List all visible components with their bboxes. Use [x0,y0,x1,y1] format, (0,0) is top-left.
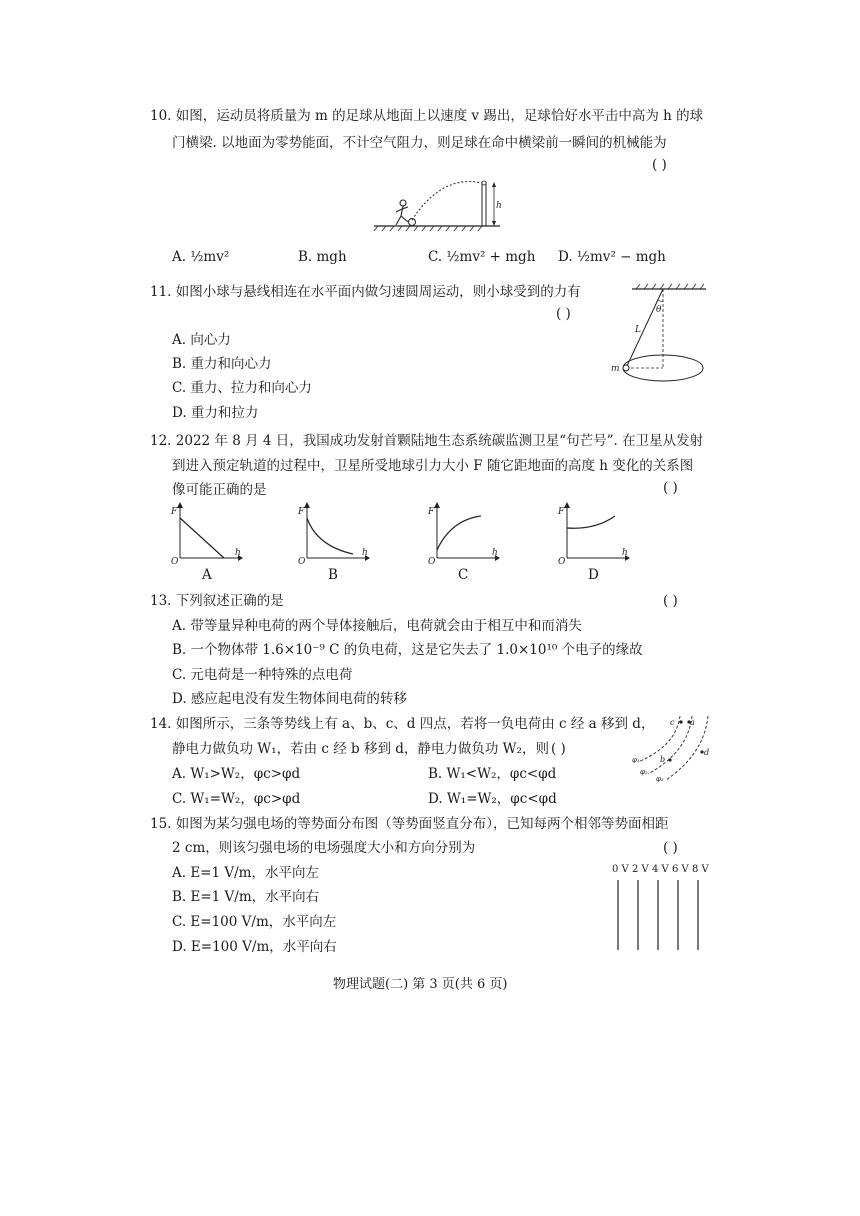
svg-text:O: O [428,557,436,566]
svg-text:O: O [558,557,566,566]
svg-text:O: O [298,557,306,566]
svg-text:F: F [171,507,178,517]
h-label: h [496,201,502,211]
svg-text:b: b [660,755,666,764]
svg-text:φ₃: φ₃ [656,775,664,782]
graph-c-label: C [458,567,469,583]
q13-line1: 13. 下列叙述正确的是 [150,593,284,609]
svg-text:F: F [298,507,305,517]
q13-option-d: D. 感应起电没有发生物体间电荷的转移 [172,691,407,707]
q11-option-c: C. 重力、拉力和向心力 [172,380,312,396]
q15-equipotential-planes [608,860,712,954]
svg-text:O: O [171,557,179,566]
q15-line1: 15. 如图为某匀强电场的等势面分布图（等势面竖直分布），已知每两个相邻等势面相距 [150,816,669,832]
q10-option-d: D. ½mv² − mgh [558,249,666,265]
graph-d-label: D [588,567,599,583]
q11-answer-paren: ( ) [556,306,571,322]
q14-line2: 静电力做负功 W₁，若由 c 经 b 移到 d，静电力做负功 W₂，则 [172,741,549,757]
svg-text:h: h [235,548,241,558]
svg-text:6 V: 6 V [672,864,689,875]
svg-text:h: h [362,548,368,558]
graph-a-label: A [202,567,212,583]
q10-answer-paren: ( ) [652,157,667,173]
svg-text:a: a [690,718,695,727]
page-footer: 物理试题(二) 第 3 页(共 6 页) [333,977,508,992]
q10-line2: 门横梁. 以地面为零势能面，不计空气阻力，则足球在命中横梁前一瞬间的机械能为 [172,135,667,151]
q11-conical-pendulum-figure [606,282,718,398]
svg-text:2 V: 2 V [632,864,649,875]
q14-option-a: A. W₁>W₂，φc>φd [172,766,301,782]
theta-label: θ [656,305,662,315]
L-label: L [635,325,641,335]
graph-c [425,502,501,566]
svg-text:0 V: 0 V [612,864,629,875]
q14-equipotential-figure [630,710,716,782]
q14-option-c: C. W₁=W₂，φc>φd [172,791,301,807]
q15-option-a: A. E=1 V/m，水平向左 [172,865,319,881]
graph-b [295,502,371,566]
q10-figure [372,176,504,232]
q12-line1: 12. 2022 年 8 月 4 日，我国成功发射首颗陆地生态系统碳监测卫星“句芒号”. 在卫星从发射 [150,433,704,449]
q12-answer-paren: ( ) [663,480,678,496]
svg-text:φ₁: φ₁ [632,756,640,764]
q14-answer-paren: ( ) [551,741,566,757]
q11-option-a: A. 向心力 [172,332,231,348]
q15-answer-paren: ( ) [663,840,678,856]
q13-option-b: B. 一个物体带 1.6×10⁻⁹ C 的负电荷，这是它失去了 1.0×10¹⁰ 个电子的缘故 [172,642,643,658]
svg-text:φ₂: φ₂ [640,768,648,776]
m-label: m [611,364,620,374]
q14-option-b: B. W₁<W₂，φc<φd [428,766,557,782]
q15-option-b: B. E=1 V/m，水平向右 [172,889,320,905]
svg-text:h: h [492,548,498,558]
q12-line3: 像可能正确的是 [172,482,267,498]
svg-text:8 V: 8 V [692,864,709,875]
svg-text:F: F [428,507,435,517]
q11-option-d: D. 重力和拉力 [172,405,259,421]
q13-answer-paren: ( ) [663,593,678,609]
graph-a [168,502,244,566]
q14-line1: 14. 如图所示，三条等势线上有 a、b、c、d 四点，若将一负电荷由 c 经 a 移到 d， [150,716,655,732]
q15-option-c: C. E=100 V/m，水平向左 [172,914,337,930]
q10-option-c: C. ½mv² + mgh [428,249,536,265]
svg-text:c: c [670,718,675,727]
svg-text:h: h [622,548,628,558]
graph-d [555,502,631,566]
svg-text:d: d [704,748,710,757]
q11-option-b: B. 重力和向心力 [172,356,272,372]
q13-option-c: C. 元电荷是一种特殊的点电荷 [172,667,353,683]
q10-option-b: B. mgh [298,249,347,265]
q13-option-a: A. 带等量异种电荷的两个导体接触后，电荷就会由于相互中和而消失 [172,618,582,634]
player-figure [396,200,408,225]
q15-option-d: D. E=100 V/m，水平向右 [172,939,337,955]
q10-line1: 10. 如图，运动员将质量为 m 的足球从地面上以速度 v 踢出，足球恰好水平击中高为 h 的球 [150,108,704,124]
q14-option-d: D. W₁=W₂，φc<φd [428,791,557,807]
svg-text:F: F [558,507,565,517]
q12-line2: 到进入预定轨道的过程中，卫星所受地球引力大小 F 随它距地面的高度 h 变化的关系图 [172,458,694,474]
q15-line2: 2 cm，则该匀强电场的电场强度大小和方向分别为 [172,840,476,856]
q11-line1: 11. 如图小球与悬线相连在水平面内做匀速圆周运动，则小球受到的力有 [150,284,581,300]
graph-b-label: B [328,567,338,583]
svg-text:4 V: 4 V [652,864,669,875]
q10-option-a: A. ½mv² [172,249,230,265]
